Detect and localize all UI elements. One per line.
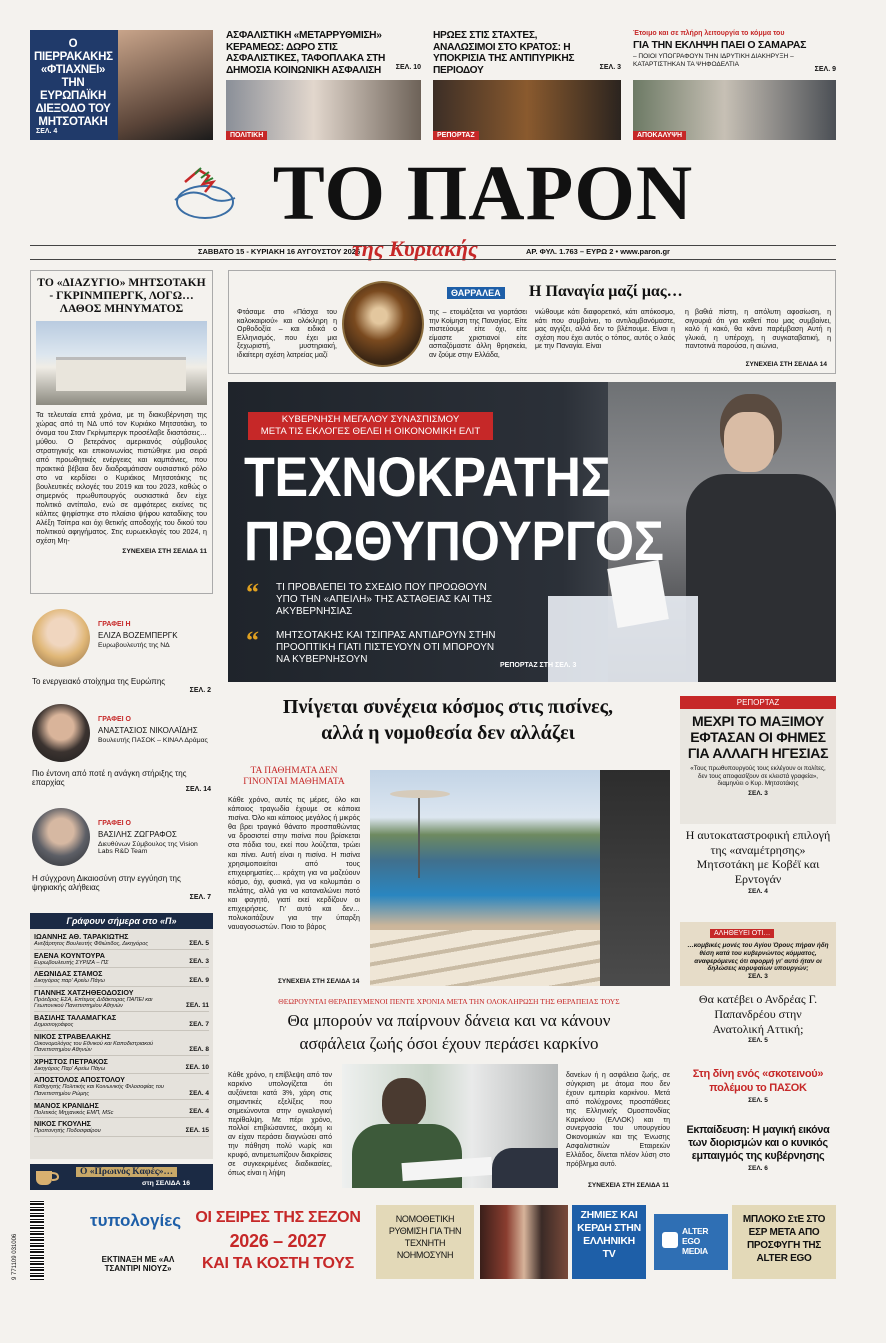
writer-label: ΓΡΑΦΕΙ Ο — [98, 716, 131, 723]
writer-list-name: ΙΩΑΝΝΗΣ ΑΘ. ΤΑΡΑΚΙΩΤΗΣ — [34, 932, 129, 941]
laurel-head-icon — [165, 162, 240, 224]
cancer-headline-2: ασφάλεια ζωής όσοι έχουν περάσει καρκίνο — [299, 1034, 599, 1053]
writer-list-page: ΣΕΛ. 10 — [185, 1064, 209, 1072]
writer-list-role: Οικονομολόγος του Εθνικού και Καποδιστριακού Πανεπιστημίου Αθηνών — [34, 1040, 154, 1054]
education-page: ΣΕΛ. 6 — [748, 1165, 768, 1172]
writer-list-page: ΣΕΛ. 11 — [185, 1001, 209, 1009]
writer-list-item[interactable] — [34, 987, 209, 1012]
panagia-tag: ΘΑΡΡΑΛΕΑ — [447, 287, 505, 299]
writer-page: ΣΕΛ. 14 — [185, 786, 211, 793]
pools-headline-2: αλλά η νομοθεσία δεν αλλάζει — [321, 722, 575, 744]
writer-list-name: ΧΡΗΣΤΟΣ ΠΕΤΡΑΚΟΣ — [34, 1056, 108, 1066]
cancer-photo — [342, 1064, 558, 1188]
writer-page: ΣΕΛ. 7 — [189, 894, 211, 901]
writer-list-page: ΣΕΛ. 3 — [189, 958, 209, 966]
alter-logo-icon — [662, 1232, 678, 1248]
pools-kicker: ΤΑ ΠΑΘΗΜΑΤΑ ΔΕΝ ΓΙΝΟΝΤΑΙ ΜΑΘΗΜΑΤΑ — [243, 766, 345, 787]
alter-text-box[interactable] — [732, 1205, 836, 1279]
story-papandreou[interactable] — [680, 992, 836, 1058]
teaser-1-headline: Ο ΠΙΕΡΡΑΚΑΚΗΣ «ΦΤΙΑΧΝΕΙ» ΤΗΝ ΕΥΡΩΠΑΪΚΗ ΔΙΕΞΟΔΟ ΤΟΥ ΜΗΤΣΟΤΑΚΗ — [34, 38, 113, 128]
writer-list-role: Προπονητής Ποδοσφαίρου — [34, 1128, 101, 1135]
writer-title: Η σύγχρονη Δικαιοσύνη στην εγγύηση της ψηφιακής αλήθειας — [32, 874, 181, 892]
hero-kicker-1: ΚΥΒΕΡΝΗΣΗ ΜΕΓΑΛΟΥ ΣΥΝΑΣΠΙΣΜΟΥ — [281, 414, 460, 425]
writer-list-role: Δημοσιογράφος — [34, 1021, 74, 1028]
story-pasok[interactable] — [680, 1064, 836, 1122]
cancer-kicker: ΘΕΩΡΟΥΝΤΑΙ ΘΕΡΑΠΕΥΜΕΝΟΙ ΠΕΝΤΕ ΧΡΟΝΙΑ ΜΕΤΑ ΤΗΝ ΟΛΟΚΛΗΡΩΣΗ ΤΗΣ ΘΕΡΑΠΕΙΑΣ ΤΟΥΣ — [278, 997, 620, 1006]
writer-list-role: Πολιτικός Μηχανικός ΕΜΠ, MSc — [34, 1109, 114, 1116]
education-headline: Εκπαίδευση: Η μαγική εικόνα των διορισμών και ο κυνικός εμπαιγμός της κυβέρνησης — [686, 1124, 830, 1162]
teaser-3-page: ΣΕΛ. 3 — [599, 64, 621, 71]
writing-today-heading: Γράφουν σήμερα στο «Π» — [30, 913, 213, 929]
hero-kicker-2: ΜΕΤΑ ΤΙΣ ΕΚΛΟΓΕΣ ΘΕΛΕΙ Η ΟΙΚΟΝΟΜΙΚΗ ΕΛΙΤ — [260, 426, 481, 437]
writer-role: Διευθύνων Σύμβουλος της Vision Labs R&D Team — [98, 841, 198, 855]
writer-list-name: ΝΙΚΟΣ ΓΚΟΥΛΗΣ — [34, 1119, 91, 1129]
teaser-2-page: ΣΕΛ. 10 — [395, 64, 421, 71]
writer-list-name: ΛΕΩΝΙΔΑΣ ΣΤΑΜΟΣ — [34, 969, 103, 979]
avatar — [32, 609, 90, 667]
story-erdogan[interactable] — [680, 828, 836, 916]
panagia-headline: Η Παναγία μαζί μας… — [529, 283, 683, 300]
teaser-4-page: ΣΕΛ. 9 — [814, 66, 836, 73]
rumors-box[interactable] — [680, 696, 836, 824]
teaser-4-headline: ΓΙΑ ΤΗΝ ΕΚΛΗΨΗ ΠΑΕΙ Ο ΣΑΜΑΡΑΣ — [633, 39, 807, 51]
writer-list-role: Ανεξάρτητος Βουλευτής Φθιώτιδος, Δικηγόρος — [34, 941, 149, 947]
divorce-body: Τα τελευταία επτά χρόνια, με τη διακυβέρνηση της χώρας από τη ΝΔ υπό τον Κυριάκο Μητσοτάκη, το όνομα του Σταν Γκρίνμπεργκ προσέλαβε διαστάσεις… μύθου. Ο βετεράνος αμερικανός σύμβουλος στρατηγικής και επικοινωνίας πιστώθηκε μια σειρά από προωθητικές ενέργειες και καμπάνιες, που πρακτικά βέβαια δεν διαδραμάτισαν ουσιαστικό ρόλο στο να κερδίσει ο Κυριάκος Μητσοτάκης τις βουλευτικές εκλογές του 2019 και του 2023, καθώς ο σημερινός πρωθυπουργός ουσιαστικά δεν είχε πολιτικό αντίπαλο, ενώ σε αμφότερες εκείνες τις κάλπες ψηφίστηκε στο πλαίσιο ψήφου καταδίκης του Αλέξη Τσίπρα και όχι θετικής αποδοχής του δικού του πολιτικού αφηγήματος. Στις ευρωεκλογές του 2024, η σχέση Μη- — [36, 411, 207, 545]
true-page: ΣΕΛ. 3 — [748, 973, 768, 981]
panagia-col2: της – ετοιμάζεται να γιορτάσει την Κοίμηση της Παναγίας. Είτε πιστεύουμε είτε όχι, είτε είμαστε χριστιανοί είτε ασπαζόμαστε άλλη θρησκεία, αν ζούμε στην Ελλάδα, — [429, 309, 527, 359]
cancer-col2: δανείων ή η ασφάλεια ζωής, σε σύγκριση με άτομα που δεν έχουν εμπειρία καρκίνου. Μετά από πολύχρονες προσπάθειες της Ελληνικής Ομοσπονδίας Καρκίνου (ΕΛΛΟΚ) και τη συνεργασία του υπουργείου Οικονομικών και της Ένωσης Ασφαλιστικών Εταιρειών Ελλάδος, δίνεται πλέον λύση στο πρόβλημα αυτό. — [566, 1072, 670, 1169]
masthead-issue: ΑΡ. ΦΥΛ. 1.763 – ΕΥΡΩ 2 • www.paron.gr — [526, 247, 670, 256]
writer-list-page: ΣΕΛ. 7 — [189, 1020, 209, 1028]
hero-page: ΡΕΠΟΡΤΑΖ ΣΤΗ ΣΕΛ. 3 — [500, 662, 577, 669]
tv-photo — [480, 1205, 568, 1279]
typologies-brand: τυπολογίες — [90, 1211, 182, 1230]
hero-bullet-1: ΤΙ ΠΡΟΒΛΕΠΕΙ ΤΟ ΣΧΕΔΙΟ ΠΟΥ ΠΡΟΩΘΟΥΝ ΥΠΟ ΤΗΝ «ΑΠΕΙΛΗ» ΤΗΣ ΑΣΤΑΘΕΙΑΣ ΚΑΙ ΤΗΣ ΑΚΥΒΕΡΝΗΣΙΑΣ — [276, 582, 493, 617]
panagia-col4: η βαθιά πίστη, η απόλυτη αφοσίωση, η σιγουριά ότι για καθετί που μας συμβαίνει, καλό ή κακό, θα κάνει παρέμβαση Αυτή η γλυκιά, η υπέροχη, η συγκαταβατική, η παντοτινά παρούσα, η αιώνια, — [685, 309, 831, 351]
hero-line1: ΤΕΧΝΟΚΡΑΤΗΣ — [244, 445, 611, 508]
writer-list-page: ΣΕΛ. 8 — [189, 1045, 209, 1053]
writer-name: ΕΛΙΖΑ ΒΟΖΕΜΠΕΡΓΚ — [98, 631, 178, 640]
masthead-logo — [165, 162, 240, 224]
pools-photo — [370, 770, 670, 986]
writer-label: ΓΡΑΦΕΙ Ο — [98, 820, 131, 827]
writer-list-role: Δικηγόρος Παρ' Αρείω Πάγω — [34, 1065, 106, 1072]
hero-line2: ΠΡΩΘΥΠΟΥΡΓΟΣ — [244, 509, 664, 572]
masthead-title: ΤΟ ΠΑΡΟΝ — [272, 149, 694, 236]
hero-story[interactable] — [228, 382, 836, 682]
writer-role: Ευρωβουλευτής της ΝΔ — [98, 642, 170, 649]
teaser-4-kicker: Έτοιμο και σε πλήρη λειτουργία το κόμμα του — [633, 30, 785, 37]
rumors-tag: ΡΕΠΟΡΤΑΖ — [680, 696, 836, 709]
pools-body: Κάθε χρόνο, αυτές τις μέρες, όλο και κάποιος τραγωδία έχουμε σε κάποια πισίνα. Όλο και κάποιος μεγάλος ή μικρός θα βρει τραγικό θάνατο προσπαθώντας να δροσιστεί στην πισίνα που βρίσκεται στα πόδια του, εκεί που λούζεται, τρώει και πίνει. Αυτή είναι η πισίνα. Η πισίνα χρησιμοποιείται από τους επιχειρηματίες… κράχτη για να μαζεύουν κόσμο, όχι, φυσικά, για να κολυμπάει ο πελάτης, αλλά για να καταναλώνει ποτό και φαγητό, γιατί εκεί κερδίζουν οι επιχειρήσεις. Γι' αυτό και δεν… πολυκοιτάζουν για την ύπαρξη ναυαγοσωστών. Ποιο το βάρος — [228, 796, 360, 932]
true-body: …κομβικές μονές του Αγίου Όρους πήραν ήδη θέση κατά του κυβερνώντος κόμματος, αναφερόμενες ότι αφορμή γι' αυτό ήταν οι δηλώσεις κορυφαίων υπουργών; — [687, 942, 829, 973]
panagia-col1: Φτάσαμε στο «Πάσχα του καλοκαιριού» και ολόκληρη η Ορθοδοξία – και ειδικά ο Ελληνισμός, που έχει μια ξεχωριστή, μυστηριακή, ιδιαίτερη σχέση λατρείας μαζί — [237, 309, 337, 359]
panagia-article[interactable] — [228, 270, 836, 374]
teaser-4-tag: ΑΠΟΚΑΛΥΨΗ — [633, 131, 686, 140]
pasok-page: ΣΕΛ. 5 — [748, 1097, 768, 1104]
writer-title: Πιο έντονη από ποτέ η ανάγκη στήριξης της επαρχίας — [32, 769, 187, 787]
series-sub: ΚΑΙ ΤΑ ΚΟΣΤΗ ΤΟΥΣ — [202, 1255, 354, 1272]
divorce-article[interactable] — [30, 270, 213, 594]
top-teaser-4[interactable] — [633, 30, 836, 140]
erdogan-headline: Η αυτοκαταστροφική επιλογή της «αναμέτρησης» Μητσοτάκη με Κοβέϊ και Ερντογάν — [685, 828, 831, 886]
teaser-1-page: ΣΕΛ. 4 — [36, 128, 58, 135]
quote-icon: “ — [246, 578, 259, 607]
papandreou-headline: Θα κατέβει ο Ανδρέας Γ. Παπανδρέου στην Ανατολική Αττική; — [698, 992, 818, 1036]
cancer-more[interactable]: ΣΥΝΕΧΕΙΑ ΣΤΗ ΣΕΛΙΔΑ 11 — [588, 1182, 670, 1189]
writing-today-box — [30, 913, 213, 1159]
writer-list-item[interactable] — [34, 931, 209, 950]
masthead-rule-bottom — [30, 259, 836, 260]
coffee-page: στη ΣΕΛΙΔΑ 16 — [142, 1180, 190, 1187]
panagia-col3: νιώθουμε κάτι διαφορετικό, κάτι απόκοσμο, κάτι που συμβαίνει, το αντιλαμβανόμαστε, μας αγγίζει, αλλά δεν το βλέπουμε. Είναι η σχέση που έχει αυτός ο τόπος, αυτός ο λαός με την Παναγία. Είναι — [535, 309, 675, 351]
tv-text: ΖΗΜΙΕΣ ΚΑΙ ΚΕΡΔΗ ΣΤΗΝ ΕΛΛΗΝΙΚΗ TV — [577, 1209, 641, 1260]
writer-list-name: ΓΙΑΝΝΗΣ ΧΑΤΖΗΘΕΟΔΟΣΙΟΥ — [34, 987, 134, 997]
teaser-2-tag: ΠΟΛΙΤΙΚΗ — [226, 131, 267, 140]
pasok-headline: Στη δίνη ενός «σκοτεινού» πολέμου το ΠΑΣΟΚ — [692, 1068, 824, 1094]
tv-box[interactable] — [572, 1205, 646, 1279]
avatar — [32, 808, 90, 866]
pools-article[interactable] — [228, 760, 670, 988]
cancer-article[interactable] — [228, 1060, 670, 1192]
coffee-cup-icon — [34, 1167, 60, 1187]
writer-list-item[interactable] — [34, 950, 209, 969]
writer-list-item[interactable] — [34, 1056, 209, 1075]
writer-page: ΣΕΛ. 2 — [189, 687, 211, 694]
writer-list-item[interactable] — [34, 1118, 209, 1137]
writer-list-role: Δικηγόρος παρ' Αρείω Πάγω — [34, 978, 105, 985]
teaser-3-headline: ΗΡΩΕΣ ΣΤΙΣ ΣΤΑΧΤΕΣ, ΑΝΑΛΩΣΙΜΟΙ ΣΤΟ ΚΡΑΤΟΣ: Η ΥΠΟΚΡΙΣΙΑ ΤΗΣ ΑΝΤΙΠΥΡΙΚΗΣ ΠΕΡΙΟΔΟΥ — [433, 30, 575, 76]
hero-bullet-2: ΜΗΤΣΟΤΑΚΗΣ ΚΑΙ ΤΣΙΠΡΑΣ ΑΝΤΙΔΡΟΥΝ ΣΤΗΝ ΠΡΟΟΠΤΙΚΗ ΓΙΑΤΙ ΠΙΣΤΕΥΟΥΝ ΟΤΙ ΜΠΟΡΟΥΝ ΝΑ ΚΥΒΕΡΝΗΣΟΥΝ — [276, 630, 496, 665]
writer-list-name: ΜΑΝΟΣ ΚΡΑΝΙΔΗΣ — [34, 1100, 99, 1110]
writer-1[interactable] — [30, 607, 213, 695]
rumors-headline: ΜΕΧΡΙ ΤΟ ΜΑΞΙΜΟΥ ΕΦΤΑΣΑΝ ΟΙ ΦΗΜΕΣ ΓΙΑ ΑΛΛΑΓΗ ΗΓΕΣΙΑΣ — [687, 713, 829, 761]
writer-title: Το ενεργειακό στοίχημα της Ευρώπης — [32, 677, 166, 686]
rumors-page: ΣΕΛ. 3 — [748, 789, 768, 797]
writer-list-item[interactable] — [34, 1074, 209, 1099]
writer-role: Βουλευτής ΠΑΣΟΚ – ΚΙΝΑΛ Δράμας — [98, 737, 208, 744]
writer-list-page: ΣΕΛ. 9 — [189, 976, 209, 984]
regulation-box[interactable] — [376, 1205, 474, 1279]
true-box[interactable] — [680, 922, 836, 986]
writer-list-name: ΕΛΕΝΑ ΚΟΥΝΤΟΥΡΑ — [34, 950, 105, 960]
divorce-more[interactable]: ΣΥΝΕΧΕΙΑ ΣΤΗ ΣΕΛΙΔΑ 11 — [122, 548, 207, 555]
top-teaser-3[interactable] — [433, 30, 621, 140]
avatar — [32, 704, 90, 762]
writer-list-item[interactable] — [34, 1031, 209, 1056]
writer-label: ΓΡΑΦΕΙ Η — [98, 621, 131, 628]
barcode-number: 9 771109 031006 — [12, 1233, 18, 1280]
papandreou-page: ΣΕΛ. 5 — [748, 1037, 768, 1044]
writer-2[interactable] — [30, 702, 213, 794]
writer-list-page: ΣΕΛ. 15 — [185, 1126, 209, 1134]
quote-icon: “ — [246, 626, 259, 655]
writer-list-role: Καθηγητής Πολιτικής και Κοινωνικής Φιλοσοφίας του Πανεπιστημίου Ρώμης — [34, 1084, 164, 1097]
barcode — [30, 1200, 44, 1280]
rumors-quote: «Τους πρωθυπουργούς τους εκλέγουν οι πολίτες, δεν τους αποφασίζουν σε κλειστά γραφεία», διαμηνύει ο Κυρ. Μητσοτάκης — [690, 765, 826, 788]
typologies-box[interactable] — [90, 1205, 368, 1279]
alter-logo-text: ALTER EGO MEDIA — [682, 1226, 709, 1256]
pools-headline-1: Πνίγεται συνέχεια κόσμος στις πισίνες, — [282, 696, 614, 718]
writer-list-page: ΣΕΛ. 5 — [189, 939, 209, 947]
masthead-date: ΣΑΒΒΑΤΟ 15 - ΚΥΡΙΑΚΗ 16 ΑΥΓΟΥΣΤΟΥ 2026 — [198, 247, 361, 256]
pools-more[interactable]: ΣΥΝΕΧΕΙΑ ΣΤΗ ΣΕΛΙΔΑ 14 — [278, 978, 360, 985]
series-years: 2026 – 2027 — [229, 1231, 327, 1251]
coffee-title: Ο «Πρωινός Καφές»… — [76, 1167, 177, 1177]
icon-painting — [342, 281, 424, 367]
cancer-col1: Κάθε χρόνο, η επίβλεψη από τον καρκίνο υπολογίζεται ότι αυξάνεται κατά 3%, χάρη στις σημαντικές εξελίξεις που σημειώνονται στην ογκολογική περίθαλψη. Με πέρι χρόνο, πολλοί επιβιώσαντες, ακόμη κι αν είχαν περάσει διαγνώσει από την πάθηση πολύ νωρίς και κρυφό, αντιμετωπίζουν διακρίσεις σε συγκεκριμένες διαδικασίες, όπως είναι η λήψη — [228, 1072, 332, 1177]
teaser-3-tag: ΡΕΠΟΡΤΑΖ — [433, 131, 479, 140]
teaser-4-sub: – ΠΟΙΟΙ ΥΠΟΓΡΑΦΟΥΝ ΤΗΝ ΙΔΡΥΤΙΚΗ ΔΙΑΚΗΡΥΞΗ – ΚΑΤΑΡΤΙΣΤΗΚΑΝ ΤΑ ΨΗΦΟΔΕΛΤΙΑ — [633, 53, 794, 68]
top-teaser-2[interactable] — [226, 30, 421, 140]
writer-list-item[interactable] — [34, 1012, 209, 1031]
typologies-issue: ΕΚΤΙΝΑΞΗ ΜΕ «ΑΛ ΤΣΑΝΤΙΡΙ ΝΙΟΥΖ» — [101, 1255, 175, 1273]
series-title: ΟΙ ΣΕΙΡΕΣ ΤΗΣ ΣΕΖΟΝ — [195, 1209, 361, 1226]
top-teaser-1[interactable] — [30, 30, 213, 140]
erdogan-page: ΣΕΛ. 4 — [748, 888, 768, 895]
writer-name: ΒΑΣΙΛΗΣ ΖΩΓΡΑΦΟΣ — [98, 830, 177, 839]
cancer-headline-1: Θα μπορούν να παίρνουν δάνεια και να κάνουν — [287, 1011, 611, 1030]
writer-name: ΑΝΑΣΤΑΣΙΟΣ ΝΙΚΟΛΑΪΔΗΣ — [98, 726, 198, 735]
teaser-1-photo — [118, 30, 213, 140]
writer-list-name: ΑΠΟΣΤΟΛΟΣ ΑΠΟΣΤΟΛΟΥ — [34, 1075, 125, 1085]
panagia-more[interactable]: ΣΥΝΕΧΕΙΑ ΣΤΗ ΣΕΛΙΔΑ 14 — [745, 361, 827, 368]
regulation-text: ΝΟΜΟΘΕΤΙΚΗ ΡΥΘΜΙΣΗ ΓΙΑ ΤΗΝ ΤΕΧΝΗΤΗ ΝΟΗΜΟΣΥΝΗ — [388, 1214, 462, 1260]
writer-list-page: ΣΕΛ. 4 — [189, 1089, 209, 1097]
writer-list-item[interactable] — [34, 1100, 209, 1119]
writer-list-item[interactable] — [34, 968, 209, 987]
divorce-photo — [36, 321, 207, 405]
writer-3[interactable] — [30, 806, 213, 906]
writer-list-name: ΒΑΣΙΛΗΣ ΤΑΛΑΜΑΓΚΑΣ — [34, 1012, 117, 1022]
teaser-2-headline: ΑΣΦΑΛΙΣΤΙΚΗ «ΜΕΤΑΡΡΥΘΜΙΣΗ» ΚΕΡΑΜΕΩΣ: ΔΩΡΟ ΣΤΙΣ ΑΣΦΑΛΙΣΤΙΚΕΣ, ΤΑΦΟΠΛΑΚΑ ΣΤΗ ΔΗΜΟΣΙΑ ΚΟΙΝΩΝΙΚΗ ΑΣΦΑΛΙΣΗ — [226, 30, 386, 76]
divorce-headline: ΤΟ «ΔΙΑΖΥΓΙΟ» ΜΗΤΣΟΤΑΚΗ - ΓΚΡΙΝΜΠΕΡΓΚ, ΛΟΓΩ… ΛΑΘΟΣ ΜΗΝΥΜΑΤΟΣ — [37, 276, 206, 315]
writer-list-role: Πρόεδρος ΕΣΑ, Επίτιμος Διδάκτορας ΠΑΠΕΙ και Γεωπονικού Πανεπιστημίου Αθηνών — [34, 996, 153, 1010]
hero-kicker — [248, 412, 493, 440]
alter-text: ΜΠΛΟΚΟ ΣτΕ ΣΤΟ ΕΣΡ ΜΕΤΑ ΑΠΟ ΠΡΟΣΦΥΓΗ ΤΗΣ ALTER EGO — [742, 1214, 826, 1264]
coffee-box[interactable] — [30, 1164, 213, 1190]
alter-logo-box[interactable] — [654, 1214, 728, 1270]
writing-today-list — [30, 929, 213, 1139]
writer-list-page: ΣΕΛ. 4 — [189, 1108, 209, 1116]
writer-list-role: Ευρωβουλευτής ΣΥΡΙΖΑ – ΠΣ — [34, 959, 109, 966]
writer-list-name: ΝΙΚΟΣ ΣΤΡΑΒΕΛΑΚΗΣ — [34, 1031, 111, 1041]
masthead-subtitle: της Κυριακής — [352, 236, 478, 261]
story-education[interactable] — [680, 1124, 836, 1192]
true-tag: ΑΛΗΘΕΥΕΙ ΟΤΙ… — [710, 929, 774, 938]
